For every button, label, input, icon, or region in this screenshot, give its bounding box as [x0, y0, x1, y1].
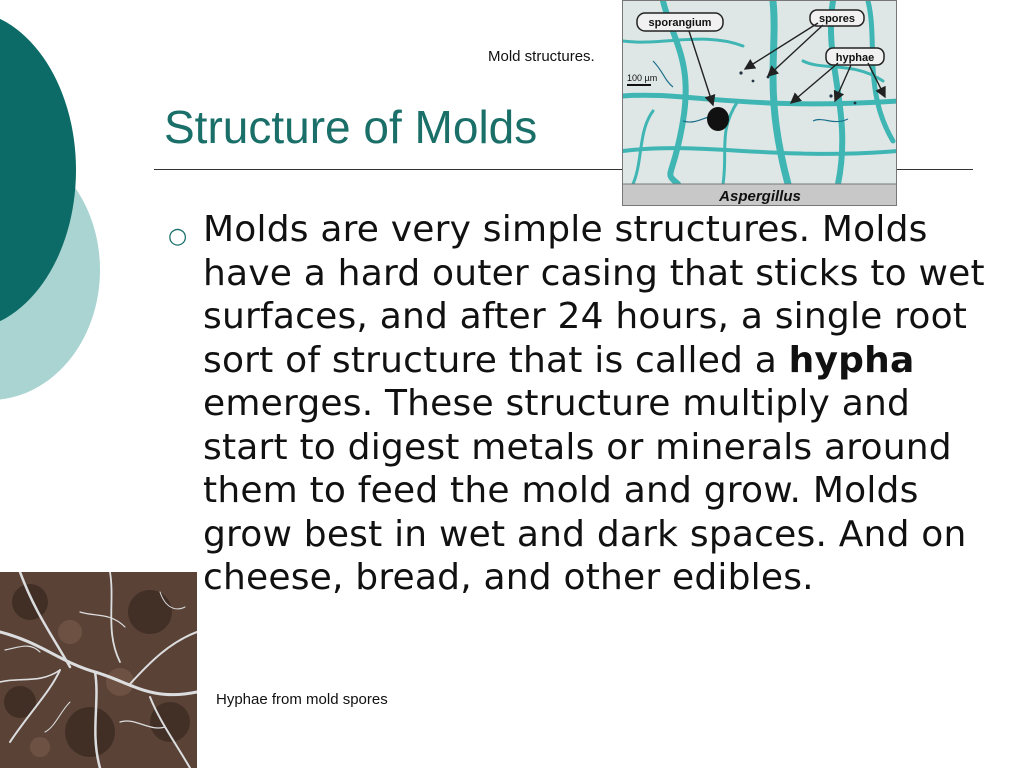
- label-sporangium: sporangium: [648, 17, 712, 29]
- label-hyphae: hyphae: [835, 52, 875, 64]
- hyphae-photo: [0, 572, 197, 768]
- label-spores: spores: [818, 13, 856, 25]
- body-text-part-2: emerges. These structure multiply and start to digest metals or minerals around them to feed the mold and grow. Molds grow best in wet and dark spaces. And on cheese, bread, and other edibles.: [203, 383, 967, 598]
- scale-bar-label: 100 µm: [627, 73, 658, 83]
- photo-caption: Hyphae from mold spores: [216, 691, 388, 708]
- hollow-circle-bullet-icon: ○: [168, 224, 188, 249]
- aspergillus-micrograph: [622, 0, 897, 206]
- micrograph-banner: Aspergillus: [719, 188, 801, 205]
- figure-caption-top: Mold structures.: [488, 48, 595, 65]
- body-paragraph: [203, 208, 993, 600]
- bold-term-hypha: hypha: [788, 339, 915, 381]
- body-text-part-1: Molds are very simple structures. Molds have a hard outer casing that sticks to wet surfaces, and after 24 hours, a single root sort of structure that is called a: [203, 209, 985, 381]
- slide-title: Structure of Molds: [164, 101, 538, 153]
